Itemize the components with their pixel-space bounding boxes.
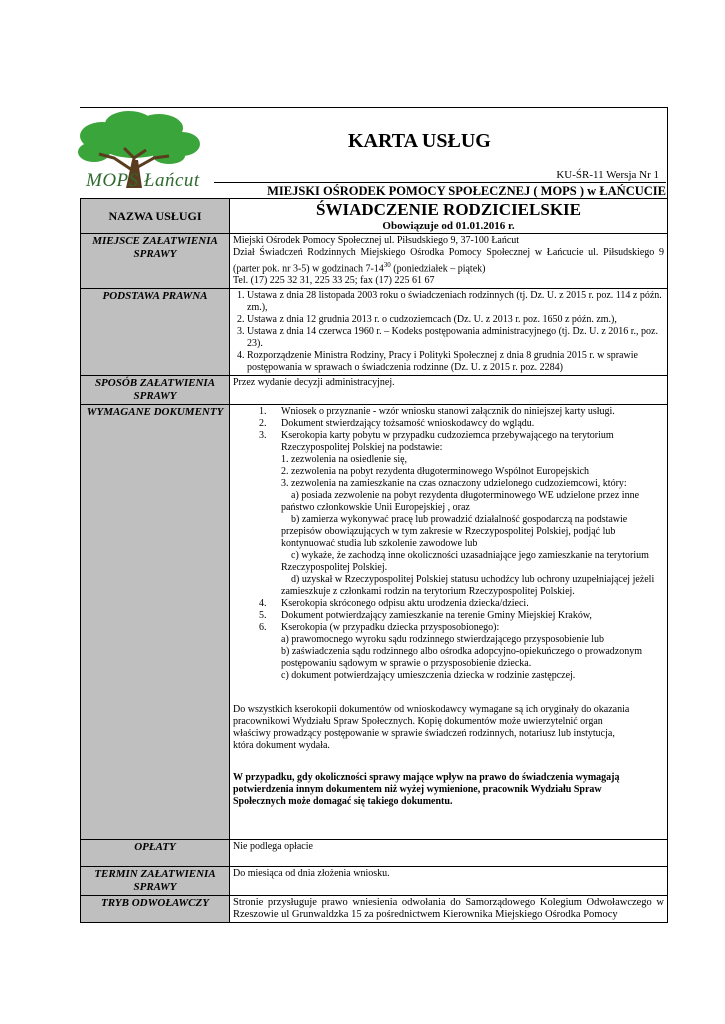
row-service-name	[81, 199, 668, 234]
sub-item: a) posiada zezwolenie na pobyt rezydenta długoterminowego WE udzielone przez inne państwo członkowskie Unii Europejskiej , oraz	[281, 490, 640, 514]
sub-item: a) prawomocnego wyroku sądu rodzinnego stwierdzającego przysposobienie lub	[281, 634, 604, 646]
deadline-cell: Do miesiąca od dnia złożenia wniosku.	[230, 867, 668, 896]
sub-item: d) uzyskał w Rzeczypospolitej Polskiej statusu uchodźcy lub ochrony uzupełniającej jeżeli zamieszkuje z członkami rodzin na terytorium Rzeczypospolitej Polskiej.	[281, 574, 655, 598]
label-legal-basis: PODSTAWA PRAWNA	[81, 289, 230, 376]
row-place	[81, 234, 668, 289]
row-fees	[81, 840, 668, 867]
sub-item: 3. zezwolenia na zamieszkanie na czas oznaczony udzielonego cudzoziemcowi, który:	[281, 478, 627, 490]
logo-text: MOPS Łańcut	[86, 170, 200, 191]
page-title: KARTA USŁUG	[348, 130, 491, 152]
list-item	[253, 598, 664, 610]
method-cell: Przez wydanie decyzji administracyjnej.	[230, 376, 668, 405]
item-text: Kserokopia skróconego odpisu aktu urodzenia dziecka/dzieci.	[281, 598, 529, 610]
hours-superscript: 30	[383, 261, 391, 269]
label-service-name: NAZWA USŁUGI	[81, 199, 230, 234]
list-item	[253, 406, 664, 418]
item-number: 5.	[259, 610, 267, 622]
place-cell	[230, 234, 668, 289]
row-required-documents	[81, 405, 668, 840]
item-text: Dokument potwierdzający zamieszkanie na terenie Gminy Miejskiej Kraków,	[281, 610, 592, 622]
list-item	[253, 418, 664, 430]
item-number: 1.	[259, 406, 267, 418]
item-number: 3.	[259, 430, 267, 442]
list-item: 1. Ustawa z dnia 28 listopada 2003 roku o świadczeniach rodzinnych (tj. Dz. U. z 2015 r. poz. 114 z późn. zm.),	[247, 290, 664, 314]
legal-basis-cell	[230, 289, 668, 376]
label-appeal: TRYB ODWOŁAWCZY	[81, 896, 230, 923]
card-header	[80, 107, 668, 198]
row-deadline	[81, 867, 668, 896]
item-text: Kserokopia (w przypadku dziecka przysposobionego):	[281, 622, 500, 634]
list-item	[253, 430, 664, 454]
label-required-documents: WYMAGANE DOKUMENTY	[81, 405, 230, 840]
item-number: 2.	[259, 418, 267, 430]
required-documents-cell	[230, 405, 668, 840]
row-legal-basis	[81, 289, 668, 376]
appeal-cell: Stronie przysługuje prawo wniesienia odwołania do Samorządowego Kolegium Odwoławczego w Rzeszowie ul Grunwaldzka 15 za pośrednictwem Kierownika Miejskiego Ośrodka Pomocy	[230, 896, 668, 923]
place-department	[233, 247, 664, 275]
label-deadline: TERMIN ZAŁATWIENIA SPRAWY	[81, 867, 230, 896]
item-number: 6.	[259, 622, 267, 634]
list-item	[253, 610, 664, 622]
service-name-cell	[230, 199, 668, 234]
sub-item: 2. zezwolenia na pobyt rezydenta długoterminowego Wspólnot Europejskich	[281, 466, 590, 478]
service-card	[80, 107, 668, 923]
sub-item: 1. zezwolenia na osiedlenie się,	[281, 454, 408, 466]
service-table	[80, 198, 668, 923]
list-item: 3. Ustawa z dnia 14 czerwca 1960 r. – Kodeks postępowania administracyjnego (tj. Dz. U. z 2016 r., poz. 23).	[247, 326, 664, 350]
place-phone: Tel. (17) 225 32 31, 225 33 25; fax (17) 225 61 67	[233, 275, 435, 287]
item-text: Kserokopia karty pobytu w przypadku cudzoziemca przebywającego na terytorium Rzeczypospolitej Polskiej na podstawie:	[281, 430, 614, 454]
list-item: 2. Ustawa z dnia 12 grudnia 2013 r. o cudzoziemcach (Dz. U. z 2013 r. poz. 1650 z późn. zm.),	[247, 314, 664, 326]
document-version: KU-ŚR-11 Wersja Nr 1	[556, 169, 659, 181]
list-item: 4. Rozporządzenie Ministra Rodziny, Pracy i Polityki Społecznej z dnia 8 grudnia 2015 r. w sprawie postępowania w sprawach o świadczenia rodzinne (Dz. U. z 2015 r. poz. 2284)	[247, 350, 664, 374]
label-method: SPOSÓB ZAŁATWIENIA SPRAWY	[81, 376, 230, 405]
effective-date: Obowiązuje od 01.01.2016 r.	[382, 220, 515, 232]
item-text: Wniosek o przyznanie - wzór wniosku stanowi załącznik do niniejszej karty usługi.	[281, 406, 615, 418]
legal-basis-list	[233, 290, 664, 374]
organization-name: MIEJSKI OŚRODEK POMOCY SPOŁECZNEJ ( MOPS ) w ŁAŃCUCIE	[214, 182, 666, 199]
label-place: MIEJSCE ZAŁATWIENIA SPRAWY	[81, 234, 230, 289]
sub-item: b) zamierza wykonywać pracę lub prowadzić działalność gospodarczą na podstawie przepisów obowiązujących w tym zakresie w Rzeczypospolitej Polskiej, podjąć lub kontynuować studia lub szkolenie zawodowe lub	[281, 514, 628, 550]
place-department-text: Dział Świadczeń Rodzinnych Miejskiego Ośrodka Pomocy Społecznej w Łańcucie ul. Piłsudskiego 9 (parter pok. nr 3-5) w godzinach 7-14	[233, 247, 664, 275]
service-name: ŚWIADCZENIE RODZICIELSKIE	[316, 200, 581, 219]
item-number: 4.	[259, 598, 267, 610]
sub-item: c) wykaże, że zachodzą inne okoliczności uzasadniające jego zamieszkanie na terytorium Rzeczypospolitej Polskiej.	[281, 550, 649, 574]
row-appeal	[81, 896, 668, 923]
place-address: Miejski Ośrodek Pomocy Społecznej ul. Piłsudskiego 9, 37-100 Łańcut	[233, 235, 520, 246]
list-item	[253, 622, 664, 634]
sub-item: c) dokument potwierdzający umieszczenia dziecka w rodzinie zastępczej.	[281, 670, 576, 682]
additional-documents-note: W przypadku, gdy okoliczności sprawy mające wpływ na prawo do świadczenia wymagają potwierdzenia innym dokumentem niż wyżej wymienione, pracownik Wydziału Spraw Społecznych może domagać się takiego dokumentu.	[233, 772, 620, 808]
sub-item: b) zaświadczenia sądu rodzinnego albo ośrodka adopcyjno-opiekuńczego o prowadzonym postępowaniu sądowym w sprawie o przysposobienie dziecka.	[281, 646, 642, 670]
row-method	[81, 376, 668, 405]
place-days: (poniedziałek – piątek)	[390, 263, 486, 275]
originals-note: Do wszystkich kserokopii dokumentów od wnioskodawcy wymagane są ich oryginały do okazania pracownikowi Wydziału Spraw Społecznych. Kopię dokumentów może uwierzytelnić organ właściwy prowadzący postępowanie w sprawie świadczeń rodzinnych, notariusz lub instytucja, która dokument wydała.	[233, 704, 630, 752]
item-text: Dokument stwierdzający tożsamość wnioskodawcy do wglądu.	[281, 418, 535, 430]
fees-cell: Nie podlega opłacie	[230, 840, 668, 867]
label-fees: OPŁATY	[81, 840, 230, 867]
documents-list	[233, 406, 664, 682]
